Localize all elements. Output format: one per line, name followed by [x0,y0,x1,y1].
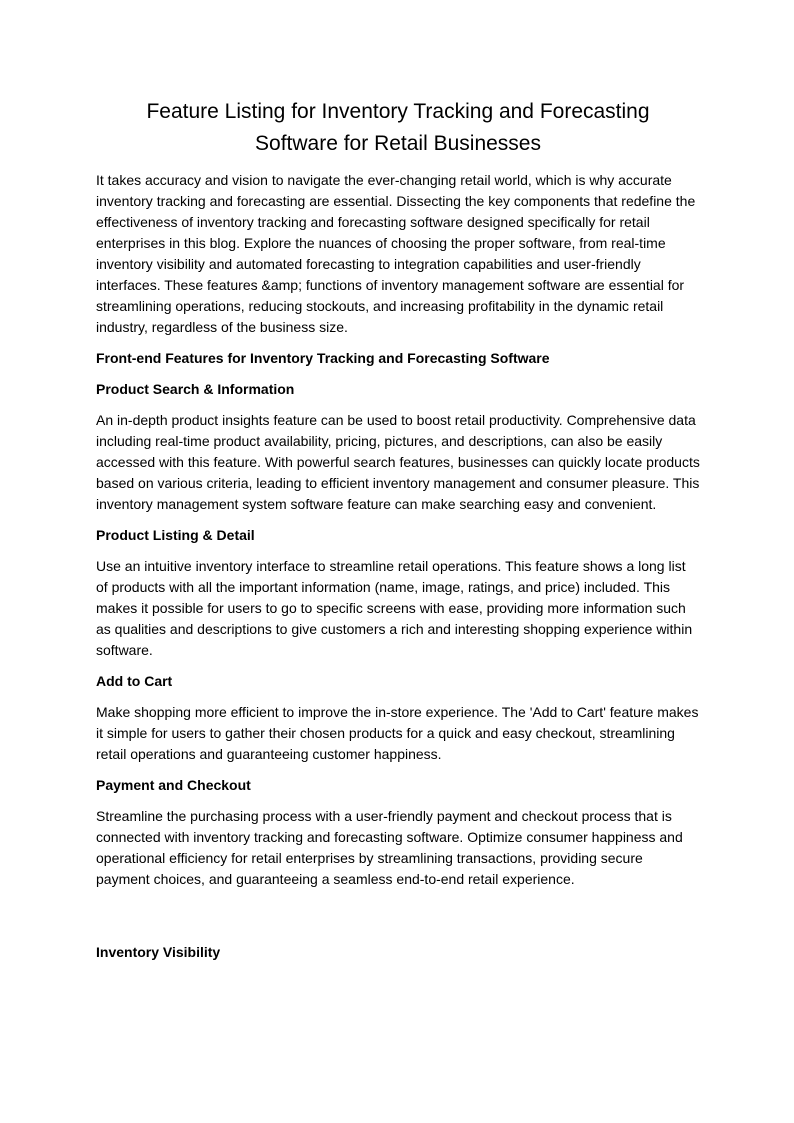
heading-add-to-cart: Add to Cart [96,673,173,689]
paragraph-payment-checkout: Streamline the purchasing process with a user-friendly payment and checkout process that is connected with inventory tracking and forecasting software. Optimize consumer happiness and operational efficiency for retail enterprises by streamlining transactions, providing secure payment choices, and guaranteeing a seamless end-to-end retail experience. [96,808,683,887]
heading-payment-checkout: Payment and Checkout [96,777,251,793]
heading-front-end-features: Front-end Features for Inventory Tracking and Forecasting Software [96,350,550,366]
intro-paragraph: It takes accuracy and vision to navigate the ever-changing retail world, which is why accurate inventory tracking and forecasting are essential. Dissecting the key components that redefine the effectiveness of inventory tracking and forecasting software designed specifically for retail enterprises in this blog. Explore the nuances of choosing the proper software, from real-time inventory visibility and automated forecasting to integration capabilities and user-friendly interfaces. These features &amp; functions of inventory management software are essential for streamlining operations, reducing stockouts, and increasing profitability in the dynamic retail industry, regardless of the business size. [96,172,696,335]
paragraph-product-search: An in-depth product insights feature can be used to boost retail productivity. Comprehensive data including real-time product availability, pricing, pictures, and descriptions, can also be easily accessed with this feature. With powerful search features, businesses can quickly locate products based on various criteria, leading to efficient inventory management and consumer pleasure. This inventory management system software feature can make searching easy and convenient. [96,412,700,512]
document-page [96,96,700,973]
paragraph-add-to-cart: Make shopping more efficient to improve the in-store experience. The 'Add to Cart' feature makes it simple for users to gather their chosen products for a quick and easy checkout, streamlining retail operations and guaranteeing customer happiness. [96,704,699,762]
document-title [96,96,700,160]
paragraph-product-listing: Use an intuitive inventory interface to streamline retail operations. This feature shows a long list of products with all the important information (name, image, ratings, and price) included. This makes it possible for users to go to specific screens with ease, providing more information such as qualities and descriptions to give customers a rich and interesting shopping experience within software. [96,558,693,658]
title-line-1: Feature Listing for Inventory Tracking and Forecasting [146,100,650,123]
section-spacer [96,900,700,942]
heading-product-search: Product Search & Information [96,381,295,397]
title-line-2: Software for Retail Businesses [255,132,541,155]
heading-inventory-visibility: Inventory Visibility [96,944,221,960]
heading-product-listing: Product Listing & Detail [96,527,255,543]
